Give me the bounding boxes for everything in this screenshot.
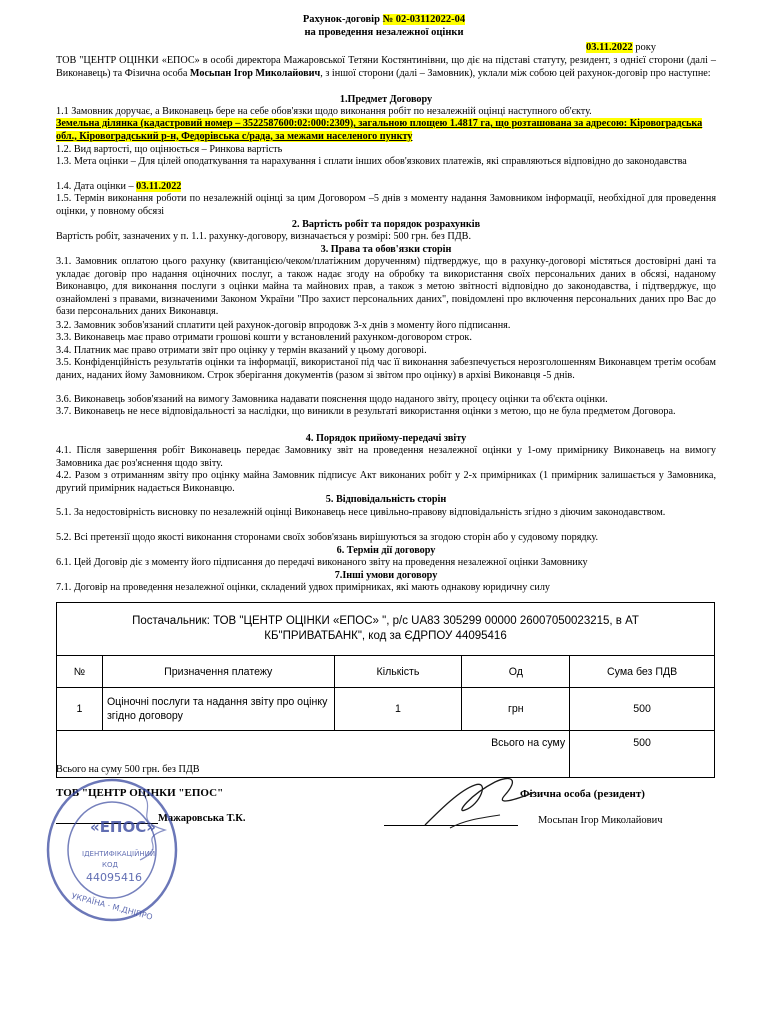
row-amount: 500: [570, 688, 715, 731]
column-header-unit: Од: [462, 656, 570, 688]
clause-3-1: 3.1. Замовник оплатою цього рахунку (квитанцією/чеком/платіжним дорученням) підтверджує, що в рахунку-договорі містяться достовірні дані та укладає договір про надання оціночних послуг, а також надає згоду на обробку та використання своїх персональних даних в обсязі, наданому Виконавцю, для виконання послуги з оцінки майна та майнових прав, а також з метою звітності відповідно до законодавства, і підтверджує, що ознайомлені з правами, визначеними Законом України "Про захист персональних даних", повідомлені про включення персональних даних про Вас до бази персональних даних Виконавця.: [56, 256, 716, 318]
section-6-heading: 6. Термін дії договору: [336, 545, 436, 556]
invoice-table: [56, 602, 715, 778]
executor-company: ТОВ "ЦЕНТР ОЦІНКИ "ЕПОС": [56, 787, 224, 799]
date-suffix: року: [632, 42, 656, 53]
svg-text:УКРАЇНА · М.ДНІПРО: УКРАЇНА · М.ДНІПРО: [70, 891, 154, 922]
row-unit: грн: [462, 688, 570, 731]
contract-number: № 02-03112022-04: [382, 14, 466, 25]
clause-1-2: 1.2. Вид вартості, що оцінюється – Ринкова вартість: [56, 144, 283, 155]
column-header-amount: Сума без ПДВ: [570, 656, 715, 688]
clause-6-1: 6.1. Цей Договір діє з моменту його підписання до передачі виконаного звіту на проведення незалежної оцінки Замовнику: [56, 557, 588, 568]
contract-date: 03.11.2022: [586, 42, 633, 53]
client-name: Мосьпан Ігор Миколайович: [189, 67, 321, 79]
document-subtitle: на проведення незалежної оцінки: [304, 27, 464, 38]
clause-2: Вартість робіт, зазначених у п. 1.1. рахунку-договору, визначається у розмірі: 500 грн. без ПДВ.: [56, 231, 472, 242]
client-name-signature: Мосьпан Ігор Миколайович: [538, 815, 663, 826]
clause-1-1: 1.1 Замовник доручає, а Виконавець бере на себе обов'язки щодо виконання робіт по незалежній оцінці наступного об'єкту.: [56, 106, 592, 117]
section-7-heading: 7.Інші умови договору: [334, 570, 438, 581]
executor-name: Мажаровська Т.К.: [158, 813, 246, 824]
client-role: Фізична особа (резидент): [520, 788, 645, 800]
column-header-purpose: Призначення платежу: [102, 656, 334, 688]
clause-5-1: 5.1. За недостовірність висновку по незалежній оцінці Виконавець несе цивільно-правову відповідальність згідно з діючим законодавством.: [56, 507, 666, 518]
row-quantity: 1: [334, 688, 462, 731]
client-signature-scribble: [420, 770, 540, 840]
intro-paragraph: [56, 55, 716, 80]
clause-1-3: 1.3. Мета оцінки – Для цілей оподаткування та нарахування і сплати інших обов'язкових платежів, які справляються відповідно до законодавства: [56, 156, 687, 167]
clause-3-5: 3.5. Конфіденційність результатів оцінки та інформації, використаної під час її виконання забезпечується нерозголошенням Виконавцем третім особам даних, наданих йому Замовником. Строк зберігання документів (разом зі звітом про оцінку) в архіві Виконавця -5 днів.: [56, 357, 716, 381]
company-stamp: [40, 770, 190, 940]
total-in-words: Всього на суму 500 грн. без ПДВ: [56, 764, 200, 775]
clause-3-3: 3.3. Виконавець має право отримати грошові кошти у встановлений рахунком-договором строк.: [56, 332, 472, 343]
valuation-date-label: 1.4. Дата оцінки –: [56, 181, 137, 192]
section-1-heading: 1.Предмет Договору: [339, 94, 433, 105]
svg-text:КОД: КОД: [102, 861, 118, 869]
clause-3-6: 3.6. Виконавець зобов'язаний на вимогу Замовника надавати пояснення щодо наданого звіту, процесу оцінки та об'єкта оцінки.: [56, 394, 608, 405]
section-2-heading: 2. Вартість робіт та порядок розрахунків: [291, 219, 481, 230]
clause-4-1: 4.1. Після завершення робіт Виконавець передає Замовнику звіт на проведення незалежної оцінки у 1-ому примірнику Виконавець на вимогу Замовника дає роз'яснення щодо звіту.: [56, 445, 716, 469]
land-plot-text: Земельна ділянка (кадастровий номер – 3522587600:02:000:2309), загальною площею 1.4817 га, що розташована за адресою: Кіровоградська обл., Кіровоградський р-н, Федорівська с/рада, за межами населеного пункту: [56, 118, 703, 142]
svg-text:ІДЕНТИФІКАЦІЙНИЙ: ІДЕНТИФІКАЦІЙНИЙ: [82, 850, 156, 858]
table-header-row: [57, 656, 715, 688]
clause-3-4: 3.4. Платник має право отримати звіт про оцінку у термін вказаний у цьому договорі.: [56, 345, 427, 356]
section-4-heading: 4. Порядок прийому-передачі звіту: [305, 433, 467, 444]
section-3-heading: 3. Права та обов'язки сторін: [320, 244, 452, 255]
contract-date-line: [0, 42, 656, 53]
intro-text-2: , з іншої сторони (далі – Замовник), уклали між собою цей рахунок-договір про наступне:: [320, 67, 711, 79]
clause-3-2: 3.2. Замовник зобов'язаний сплатити цей рахунок-договір впродовж 3-х днів з моменту його підписання.: [56, 320, 511, 331]
column-header-quantity: Кількість: [334, 656, 462, 688]
clause-5-2: 5.2. Всі претензії щодо якості виконання сторонами своїх зобов'язань вирішуються за згодою сторін або у судовому порядку.: [56, 532, 599, 543]
supplier-details: Постачальник: ТОВ "ЦЕНТР ОЦІНКИ «ЕПОС» ", р/с UA83 305299 00000 26007050023215, в АТ КБ"ПРИВАТБАНК", код за ЄДРПОУ 44095416: [57, 603, 715, 656]
valuation-date: 03.11.2022: [136, 181, 182, 192]
svg-text:«ЕПОС»: «ЕПОС»: [90, 818, 156, 836]
table-row: [57, 688, 715, 731]
document-title: [0, 14, 768, 25]
land-plot-description: [56, 118, 716, 143]
supplier-row: [57, 603, 715, 656]
clause-1-5: 1.5. Термін виконання роботи по незалежній оцінці за цим Договором –5 днів з моменту надання Замовником інформації, необхідної для проведення оцінки, у повному обсязі: [56, 193, 716, 217]
title-prefix: Рахунок-договір: [302, 14, 383, 25]
intro-text-1: ТОВ "ЦЕНТР ОЦІНКИ «ЕПОС» в особі директора Мажаровської Тетяни Костянтинівни, що діє на підставі статуту, резидент, з однієї сторони (далі – Виконавець) та Фізична особа: [56, 55, 716, 79]
clause-3-7: 3.7. Виконавець не несе відповідальності за наслідки, що виникли в результаті використання оцінки з метою, що не була предметом Договора.: [56, 406, 676, 417]
row-number: 1: [57, 688, 103, 731]
svg-text:44095416: 44095416: [86, 871, 142, 884]
row-purpose: Оціночні послуги та надання звіту про оцінку згідно договору: [102, 688, 334, 731]
total-label: Всього на суму: [57, 731, 570, 778]
section-5-heading: 5. Відповідальність сторін: [325, 494, 447, 505]
clause-1-4: [56, 181, 716, 194]
clause-7-1: 7.1. Договір на проведення незалежної оцінки, складений удвох примірниках, які мають однакову юридичну силу: [56, 582, 551, 593]
total-value: 500: [570, 731, 715, 778]
column-header-number: №: [57, 656, 103, 688]
clause-4-2: 4.2. Разом з отриманням звіту про оцінку майна Замовник підписує Акт виконаних робіт у 2-х примірниках (1 примірник залишається у Замовника, другий примірник надається Виконавцю.: [56, 470, 716, 494]
